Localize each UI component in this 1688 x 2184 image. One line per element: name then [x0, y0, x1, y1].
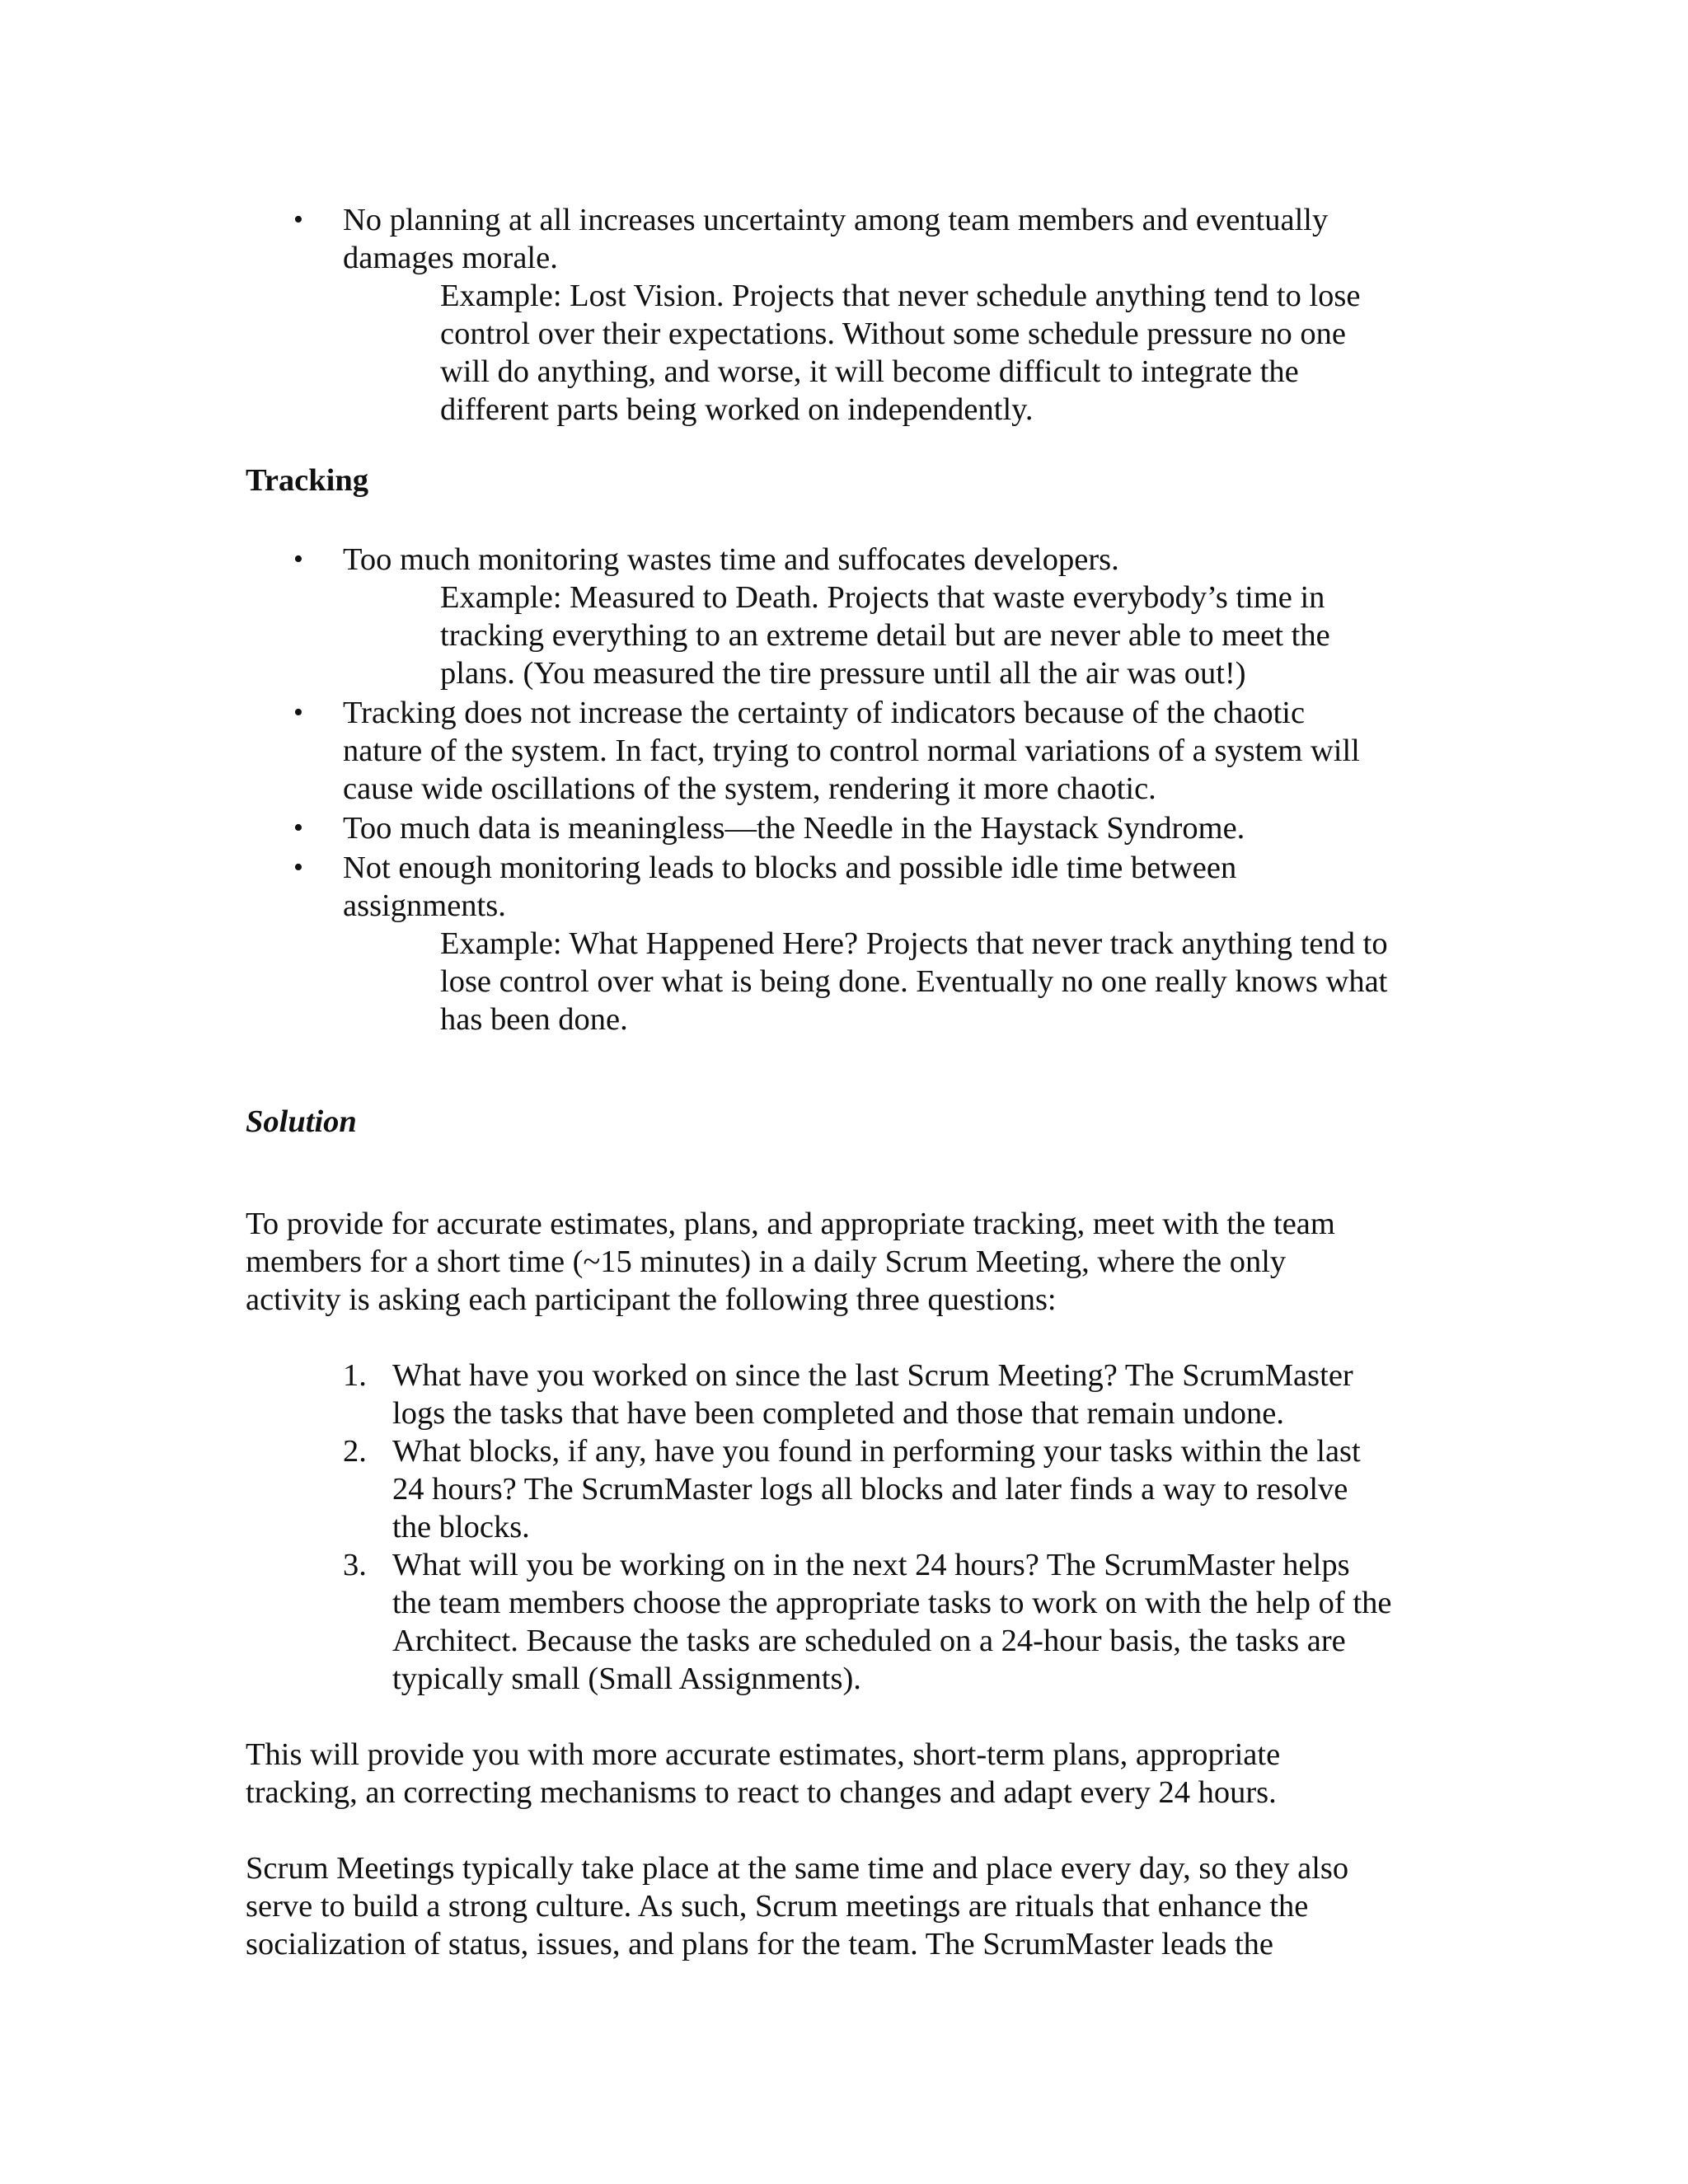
- list-item-line: Architect. Because the tasks are scheduled on a 24-hour basis, the tasks are: [392, 1624, 1346, 1658]
- bullet-marker: •: [293, 544, 303, 574]
- bullet-marker: •: [293, 813, 303, 843]
- bullet-marker: •: [293, 204, 303, 235]
- list-number: 2.: [343, 1434, 367, 1469]
- body-text-line: serve to build a strong culture. As such, Scrum meetings are rituals that enhance the: [246, 1889, 1309, 1924]
- body-text-line: Too much data is meaningless—the Needle in the Haystack Syndrome.: [343, 811, 1245, 846]
- list-number: 1.: [343, 1358, 367, 1393]
- example-text-line: Example: Lost Vision. Projects that never schedule anything tend to lose: [440, 279, 1361, 313]
- example-text-line: Example: What Happened Here? Projects that never track anything tend to: [440, 926, 1388, 961]
- body-text-line: Tracking does not increase the certainty of indicators because of the chaotic: [343, 696, 1306, 730]
- body-text-line: activity is asking each participant the following three questions:: [246, 1282, 1057, 1317]
- example-text-line: control over their expectations. Without some schedule pressure no one: [440, 316, 1346, 351]
- example-text-line: has been done.: [440, 1002, 628, 1037]
- body-text-line: nature of the system. In fact, trying to control normal variations of a system will: [343, 733, 1360, 768]
- list-item-line: What blocks, if any, have you found in performing your tasks within the last: [392, 1434, 1361, 1469]
- example-text-line: plans. (You measured the tire pressure until all the air was out!): [440, 656, 1246, 691]
- tracking-heading: Tracking: [246, 463, 369, 498]
- body-text-line: To provide for accurate estimates, plans, and appropriate tracking, meet with the team: [246, 1207, 1335, 1241]
- body-text-line: This will provide you with more accurate estimates, short-term plans, appropriate: [246, 1737, 1281, 1772]
- body-text-line: members for a short time (~15 minutes) in a daily Scrum Meeting, where the only: [246, 1244, 1287, 1279]
- example-text-line: Example: Measured to Death. Projects that waste everybody’s time in: [440, 580, 1325, 615]
- list-item-line: 24 hours? The ScrumMaster logs all blocks and later finds a way to resolve: [392, 1472, 1348, 1507]
- body-text-line: socialization of status, issues, and plans for the team. The ScrumMaster leads the: [246, 1927, 1274, 1961]
- body-text-line: No planning at all increases uncertainty among team members and eventually: [343, 203, 1329, 237]
- list-item-line: the team members choose the appropriate tasks to work on with the help of the: [392, 1586, 1392, 1620]
- body-text-line: assignments.: [343, 888, 506, 923]
- body-text-line: damages morale.: [343, 241, 558, 275]
- example-text-line: will do anything, and worse, it will become difficult to integrate the: [440, 354, 1299, 389]
- bullet-marker: •: [293, 852, 303, 883]
- list-item-line: What will you be working on in the next 24 hours? The ScrumMaster helps: [392, 1548, 1350, 1582]
- example-text-line: different parts being worked on independently.: [440, 392, 1034, 427]
- body-text-line: tracking, an correcting mechanisms to react to changes and adapt every 24 hours.: [246, 1775, 1277, 1810]
- example-text-line: lose control over what is being done. Eventually no one really knows what: [440, 964, 1388, 999]
- list-number: 3.: [343, 1548, 367, 1582]
- list-item-line: typically small (Small Assignments).: [392, 1661, 861, 1696]
- body-text-line: Not enough monitoring leads to blocks and possible idle time between: [343, 851, 1237, 885]
- list-item-line: logs the tasks that have been completed and those that remain undone.: [392, 1396, 1284, 1431]
- body-text-line: Too much monitoring wastes time and suffocates developers.: [343, 542, 1119, 577]
- bullet-marker: •: [293, 697, 303, 728]
- list-item-line: the blocks.: [392, 1510, 530, 1544]
- list-item-line: What have you worked on since the last Scrum Meeting? The ScrumMaster: [392, 1358, 1353, 1393]
- body-text-line: Scrum Meetings typically take place at the same time and place every day, so they also: [246, 1851, 1349, 1886]
- example-text-line: tracking everything to an extreme detail but are never able to meet the: [440, 618, 1330, 653]
- solution-heading: Solution: [246, 1104, 357, 1139]
- body-text-line: cause wide oscillations of the system, rendering it more chaotic.: [343, 771, 1156, 806]
